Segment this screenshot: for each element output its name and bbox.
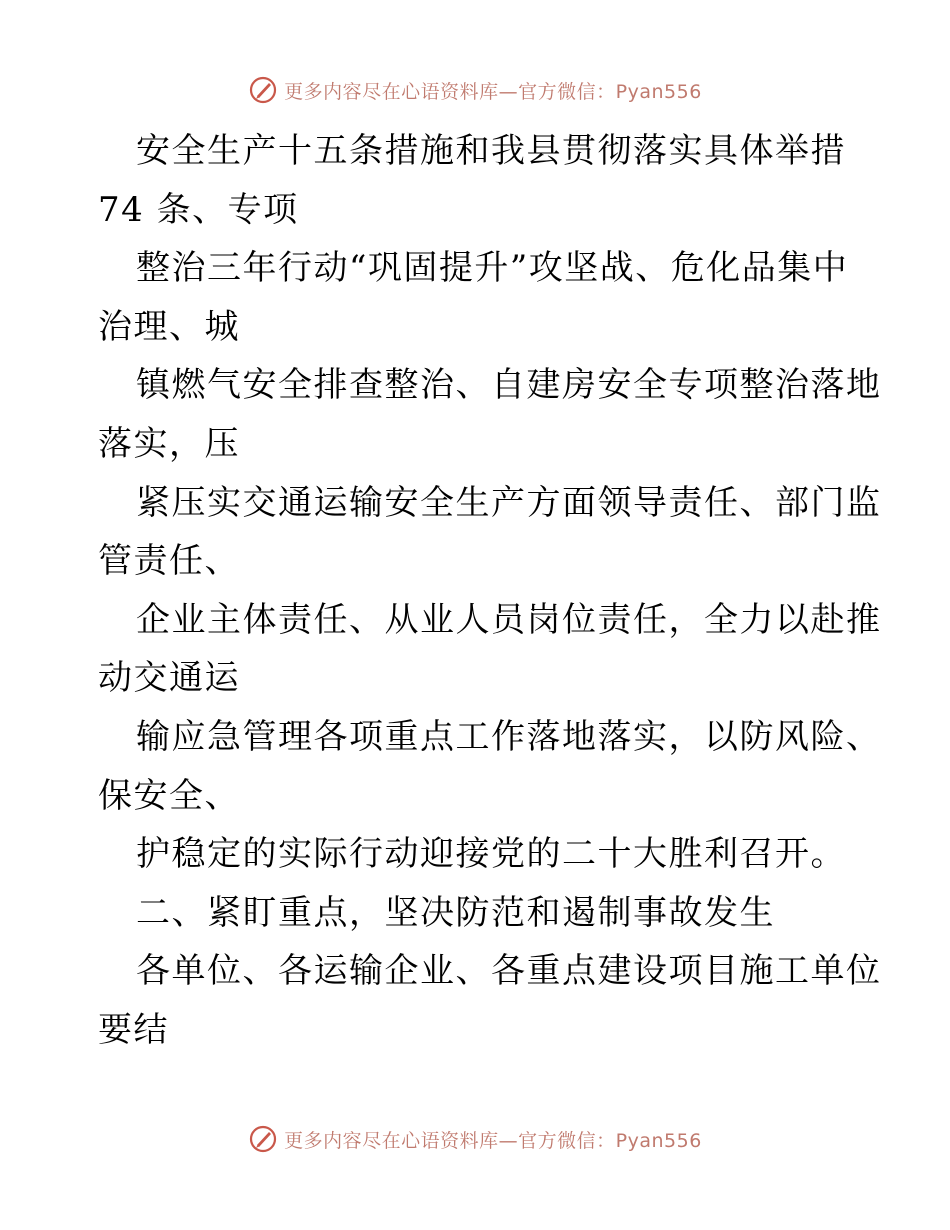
text-line: 治理、城 xyxy=(98,306,240,347)
text-line: 二、紧盯重点，坚决防范和遏制事故发生 xyxy=(136,892,775,933)
text-line: 镇燃气安全排查整治、自建房安全专项整治落地 xyxy=(136,365,882,406)
text-line: 管责任、 xyxy=(98,541,240,582)
document-body xyxy=(98,122,882,1060)
footer-watermark xyxy=(0,1122,950,1156)
text-line: 要结 xyxy=(98,1009,169,1050)
text-line: 护稳定的实际行动迎接党的二十大胜利召开。 xyxy=(136,834,846,875)
text-line: 落实，压 xyxy=(98,423,240,464)
quill-pen-icon xyxy=(248,1124,278,1154)
watermark-text: 更多内容尽在心语资料库—官方微信：Pyan556 xyxy=(284,80,702,103)
text-line: 企业主体责任、从业人员岗位责任，全力以赴推 xyxy=(136,599,882,640)
header-watermark xyxy=(0,73,950,107)
watermark-text: 更多内容尽在心语资料库—官方微信：Pyan556 xyxy=(284,1129,702,1152)
text-line: 74 条、专项 xyxy=(98,189,299,230)
text-line: 紧压实交通运输安全生产方面领导责任、部门监 xyxy=(136,482,882,523)
text-line: 安全生产十五条措施和我县贯彻落实具体举措 xyxy=(136,131,846,171)
text-line: 动交通运 xyxy=(98,658,240,699)
text-line: 输应急管理各项重点工作落地落实，以防风险、 xyxy=(136,716,882,757)
text-line: 整治三年行动“巩固提升”攻坚战、危化品集中 xyxy=(136,248,849,289)
text-line: 保安全、 xyxy=(98,775,240,816)
quill-pen-icon xyxy=(248,75,278,105)
text-line: 各单位、各运输企业、各重点建设项目施工单位 xyxy=(136,951,882,992)
